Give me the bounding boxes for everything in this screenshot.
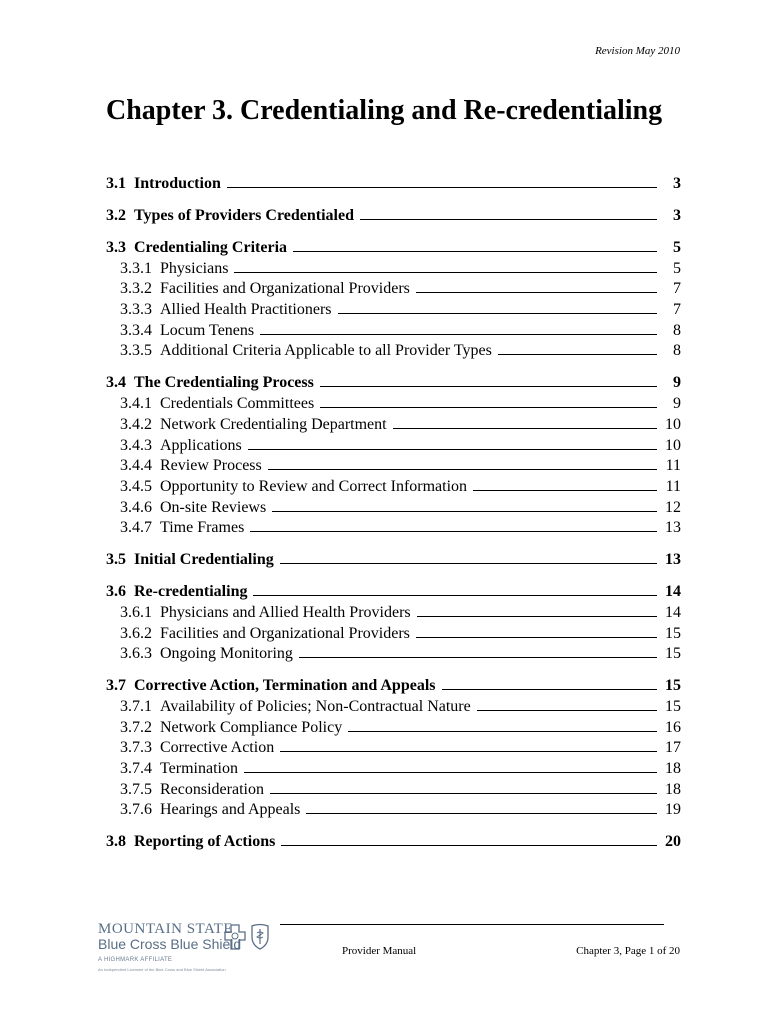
toc-leader-line — [268, 469, 657, 470]
toc-entry-page: 12 — [665, 498, 681, 516]
toc-entry-title: The Credentialing Process — [134, 374, 314, 392]
toc-entry-title: Ongoing Monitoring — [160, 645, 293, 663]
toc-leader-line — [416, 637, 657, 638]
toc-section-entry — [106, 823, 681, 851]
toc-leader-line — [393, 428, 657, 429]
toc-leader-line — [280, 751, 657, 752]
toc-entry-number: 3.4.2 — [120, 415, 152, 433]
toc-entry-spacer — [152, 478, 160, 496]
toc-entry-spacer — [126, 677, 134, 695]
toc-entry-page: 16 — [665, 718, 681, 736]
toc-entry-page: 7 — [673, 280, 681, 298]
toc-entry-spacer — [126, 583, 134, 601]
toc-entry-title: Re-credentialing — [134, 583, 248, 601]
toc-entry-title: Credentials Committees — [160, 395, 315, 413]
toc-entry-page: 15 — [665, 645, 681, 663]
toc-entry-spacer — [126, 551, 134, 569]
toc-entry-title: On-site Reviews — [160, 498, 267, 516]
toc-entry-title: Network Compliance Policy — [160, 718, 343, 736]
toc-section — [106, 197, 681, 225]
toc-leader-line — [473, 490, 657, 491]
toc-entry-number: 3.1 — [106, 175, 126, 192]
toc-entry-title: Physicians and Allied Health Providers — [160, 603, 411, 621]
toc-entry-page: 19 — [665, 801, 681, 819]
toc-entry-number: 3.4.5 — [120, 477, 152, 495]
toc-entry-title: Review Process — [160, 457, 262, 475]
toc-subsection-entry — [106, 278, 681, 299]
toc-entry-number: 3.7 — [106, 677, 126, 695]
toc-entry-page: 20 — [665, 833, 681, 851]
toc-entry-page: 11 — [665, 477, 681, 495]
toc-entry-number: 3.6.2 — [120, 624, 152, 642]
toc-entry-page: 13 — [665, 551, 681, 569]
toc-entry-spacer — [152, 395, 160, 413]
toc-entry-page: 15 — [665, 677, 681, 695]
toc-entry-page: 17 — [665, 739, 681, 757]
toc-entry-title: Applications — [160, 436, 242, 454]
toc-entry-title: Additional Criteria Applicable to all Provider Types — [160, 342, 492, 360]
chapter-title: Chapter 3. Credentialing and Re-credentialing — [106, 95, 663, 126]
footer-divider — [280, 924, 664, 925]
toc-entry-page: 13 — [665, 519, 681, 537]
toc-entry-spacer — [126, 239, 134, 257]
toc-entry-spacer — [152, 760, 160, 778]
footer-page-number: Chapter 3, Page 1 of 20 — [576, 945, 680, 957]
toc-leader-line — [338, 313, 657, 314]
toc-section — [106, 364, 681, 537]
toc-entry-title: Locum Tenens — [160, 321, 255, 339]
toc-entry-number: 3.4.7 — [120, 519, 152, 537]
toc-entry-title: Physicians — [160, 259, 229, 277]
toc-entry-number: 3.4.6 — [120, 498, 152, 516]
table-of-contents — [106, 165, 681, 855]
toc-leader-line — [416, 292, 657, 293]
toc-section — [106, 541, 681, 569]
toc-entry-spacer — [152, 645, 160, 663]
toc-subsection-entry — [106, 643, 681, 664]
toc-entry-spacer — [152, 280, 160, 298]
toc-entry-page: 9 — [673, 374, 681, 392]
toc-entry-page: 14 — [665, 583, 681, 601]
toc-entry-page: 8 — [673, 342, 681, 360]
toc-entry-number: 3.7.5 — [120, 780, 152, 798]
toc-entry-page: 10 — [665, 436, 681, 454]
toc-leader-line — [280, 563, 657, 564]
toc-entry-spacer — [152, 698, 160, 716]
toc-subsection-entry — [106, 695, 681, 716]
toc-entry-page: 18 — [665, 760, 681, 778]
toc-leader-line — [348, 731, 657, 732]
toc-entry-number: 3.6.1 — [120, 603, 152, 621]
toc-subsection-entry — [106, 392, 681, 413]
toc-entry-number: 3.4.3 — [120, 436, 152, 454]
toc-subsection-entry — [106, 434, 681, 455]
toc-entry-number: 3.3.1 — [120, 259, 152, 277]
toc-leader-line — [270, 793, 657, 794]
toc-subsection-entry — [106, 716, 681, 737]
toc-leader-line — [234, 272, 657, 273]
toc-entry-page: 8 — [673, 321, 681, 339]
toc-leader-line — [360, 219, 657, 220]
logo-line-4: An Independent Licensee of the Blue Cross and Blue Shield Association — [98, 967, 226, 972]
toc-entry-title: Reporting of Actions — [134, 833, 276, 851]
toc-entry-spacer — [152, 499, 160, 517]
toc-section-entry — [106, 573, 681, 601]
toc-leader-line — [320, 407, 657, 408]
toc-subsection-entry — [106, 517, 681, 538]
toc-entry-page: 7 — [673, 301, 681, 319]
toc-subsection-entry — [106, 455, 681, 476]
toc-entry-page: 5 — [673, 239, 681, 256]
blue-cross-icon — [224, 923, 246, 951]
toc-leader-line — [227, 187, 657, 188]
toc-entry-page: 9 — [673, 395, 681, 413]
toc-leader-line — [253, 595, 657, 596]
toc-entry-spacer — [152, 719, 160, 737]
toc-subsection-entry — [106, 496, 681, 517]
toc-section-entry — [106, 165, 681, 193]
toc-entry-spacer — [152, 437, 160, 455]
toc-section-entry — [106, 541, 681, 569]
toc-entry-title: Types of Providers Credentialed — [134, 207, 354, 224]
toc-subsection-entry — [106, 340, 681, 361]
toc-entry-spacer — [126, 374, 134, 392]
toc-entry-spacer — [152, 342, 160, 360]
toc-entry-number: 3.4 — [106, 374, 126, 392]
toc-leader-line — [244, 772, 657, 773]
toc-entry-spacer — [126, 833, 134, 851]
toc-entry-spacer — [152, 625, 160, 643]
blue-shield-icon — [250, 923, 270, 951]
toc-entry-number: 3.3.2 — [120, 280, 152, 298]
toc-section-entry — [106, 667, 681, 695]
toc-entry-number: 3.3.5 — [120, 342, 152, 360]
toc-entry-spacer — [152, 260, 160, 278]
toc-leader-line — [320, 386, 657, 387]
toc-entry-number: 3.7.3 — [120, 739, 152, 757]
toc-entry-title: Termination — [160, 760, 238, 778]
footer-manual-name: Provider Manual — [342, 945, 417, 957]
toc-entry-title: Introduction — [134, 175, 221, 192]
toc-entry-number: 3.6 — [106, 583, 126, 601]
toc-entry-spacer — [152, 457, 160, 475]
toc-entry-page: 15 — [665, 698, 681, 715]
toc-entry-title: Opportunity to Review and Correct Information — [160, 477, 468, 495]
toc-entry-spacer — [152, 604, 160, 622]
toc-subsection-entry — [106, 601, 681, 622]
toc-entry-page: 3 — [673, 207, 681, 224]
toc-leader-line — [477, 710, 657, 711]
toc-entry-number: 3.7.2 — [120, 718, 152, 736]
toc-subsection-entry — [106, 257, 681, 278]
toc-subsection-entry — [106, 413, 681, 434]
toc-entry-title: Credentialing Criteria — [134, 239, 288, 256]
toc-entry-spacer — [126, 207, 134, 225]
toc-entry-title: Reconsideration — [160, 780, 264, 798]
toc-entry-number: 3.3.3 — [120, 301, 152, 319]
toc-entry-number: 3.4.1 — [120, 395, 152, 413]
toc-subsection-entry — [106, 757, 681, 778]
toc-entry-spacer — [126, 175, 134, 193]
toc-entry-title: Initial Credentialing — [134, 551, 274, 569]
toc-subsection-entry — [106, 298, 681, 319]
toc-leader-line — [417, 616, 657, 617]
toc-leader-line — [248, 449, 657, 450]
toc-entry-page: 10 — [665, 415, 681, 433]
toc-entry-number: 3.7.4 — [120, 760, 152, 778]
toc-entry-title: Hearings and Appeals — [160, 801, 301, 819]
toc-section — [106, 165, 681, 193]
toc-entry-title: Time Frames — [160, 519, 245, 537]
toc-entry-page: 3 — [673, 175, 681, 192]
toc-section — [106, 573, 681, 663]
toc-subsection-entry — [106, 737, 681, 758]
toc-entry-number: 3.7.1 — [120, 698, 152, 715]
toc-section — [106, 667, 681, 819]
toc-leader-line — [272, 511, 657, 512]
logo-line-1: MOUNTAIN STATE — [98, 921, 234, 937]
toc-entry-page: 14 — [665, 603, 681, 621]
toc-section-entry — [106, 229, 681, 257]
toc-subsection-entry — [106, 622, 681, 643]
toc-leader-line — [281, 845, 657, 846]
toc-leader-line — [260, 334, 657, 335]
toc-leader-line — [293, 251, 657, 252]
toc-entry-number: 3.7.6 — [120, 801, 152, 819]
toc-section — [106, 823, 681, 851]
toc-leader-line — [306, 813, 657, 814]
toc-entry-spacer — [152, 781, 160, 799]
logo-line-3: A HIGHMARK AFFILIATE — [98, 957, 173, 963]
toc-section-entry — [106, 364, 681, 392]
toc-section — [106, 229, 681, 360]
toc-entry-title: Corrective Action — [160, 739, 275, 757]
toc-leader-line — [442, 689, 658, 690]
toc-entry-number: 3.4.4 — [120, 457, 152, 475]
toc-entry-page: 5 — [673, 259, 681, 277]
toc-entry-title: Availability of Policies; Non-Contractual Nature — [160, 698, 471, 715]
toc-leader-line — [498, 354, 657, 355]
company-logo — [90, 917, 280, 977]
toc-entry-spacer — [152, 801, 160, 819]
toc-entry-title: Facilities and Organizational Providers — [160, 624, 410, 642]
toc-entry-spacer — [152, 416, 160, 434]
toc-entry-spacer — [152, 739, 160, 757]
toc-leader-line — [299, 657, 657, 658]
toc-entry-number: 3.6.3 — [120, 645, 152, 663]
toc-entry-number: 3.5 — [106, 551, 126, 569]
logo-line-2: Blue Cross Blue Shield — [98, 936, 242, 952]
toc-entry-title: Allied Health Practitioners — [160, 301, 332, 319]
toc-entry-page: 11 — [665, 457, 681, 475]
toc-entry-number: 3.3.4 — [120, 321, 152, 339]
toc-entry-title: Network Credentialing Department — [160, 415, 387, 433]
toc-subsection-entry — [106, 778, 681, 799]
toc-entry-number: 3.3 — [106, 239, 126, 256]
toc-subsection-entry — [106, 319, 681, 340]
toc-entry-spacer — [152, 301, 160, 319]
toc-subsection-entry — [106, 475, 681, 496]
toc-entry-title: Corrective Action, Termination and Appeals — [134, 677, 436, 695]
toc-entry-title: Facilities and Organizational Providers — [160, 280, 410, 298]
toc-entry-number: 3.2 — [106, 207, 126, 224]
toc-leader-line — [250, 531, 657, 532]
toc-subsection-entry — [106, 799, 681, 820]
toc-entry-spacer — [152, 322, 160, 340]
toc-entry-spacer — [152, 519, 160, 537]
toc-entry-page: 15 — [665, 624, 681, 642]
revision-date: Revision May 2010 — [595, 45, 680, 57]
toc-entry-number: 3.8 — [106, 833, 126, 851]
toc-entry-page: 18 — [665, 780, 681, 798]
toc-section-entry — [106, 197, 681, 225]
